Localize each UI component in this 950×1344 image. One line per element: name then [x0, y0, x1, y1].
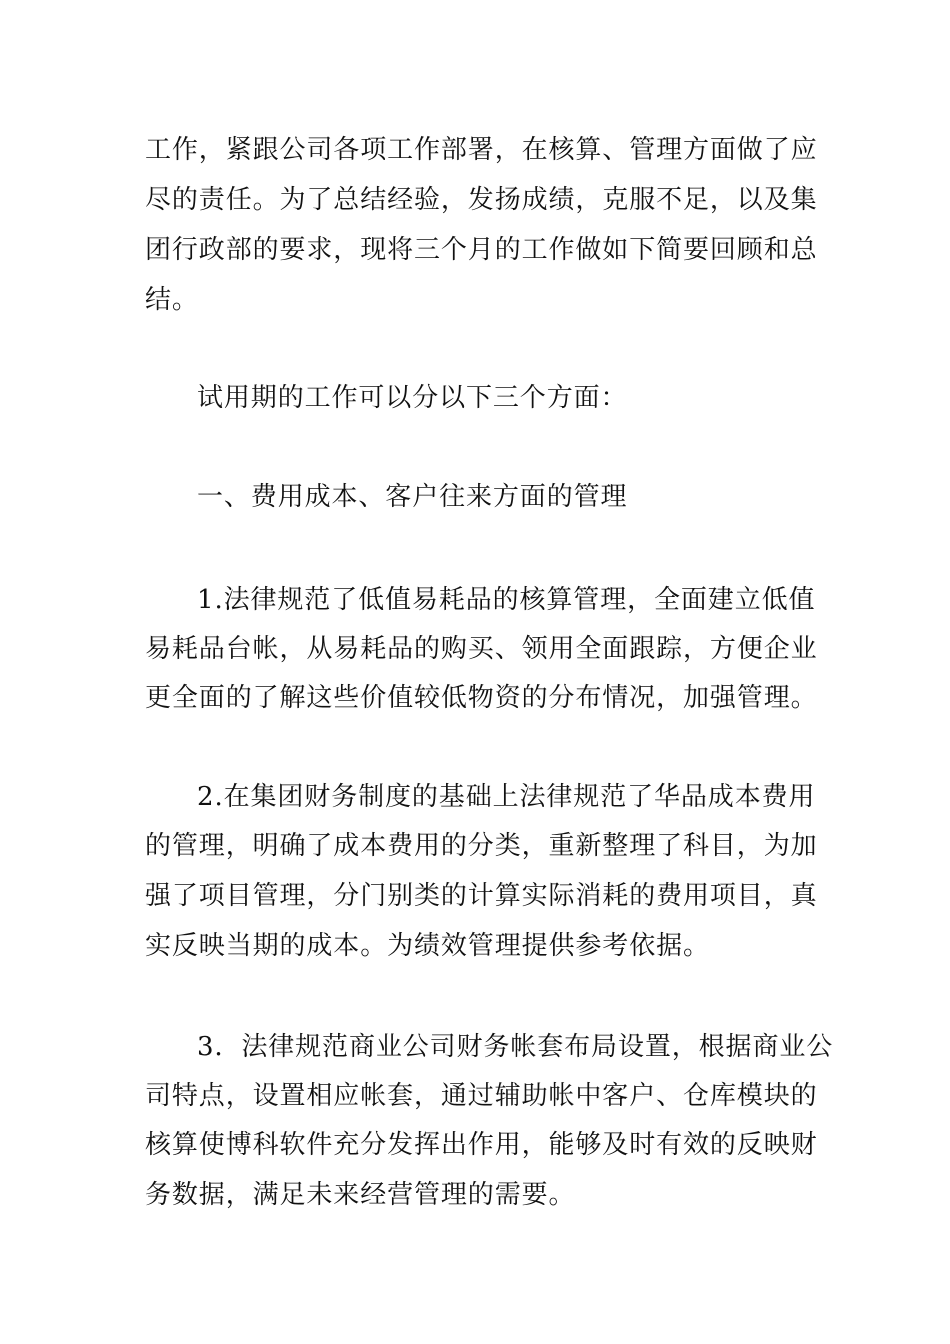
- paragraph-5-line-4: 实反映当期的成本。为绩效管理提供参考依据。: [145, 931, 710, 961]
- paragraph-5-line-1: 2.在集团财务制度的基础上法律规范了华品成本费用: [197, 782, 816, 812]
- paragraph-5-line-2: 的管理，明确了成本费用的分类，重新整理了科目，为加: [145, 831, 818, 861]
- section-heading: 一、费用成本、客户往来方面的管理: [197, 482, 628, 512]
- paragraph-4-line-1: 1.法律规范了低值易耗品的核算管理，全面建立低值: [197, 585, 816, 615]
- paragraph-5-line-3: 强了项目管理，分门别类的计算实际消耗的费用项目，真: [145, 881, 818, 911]
- paragraph-6-line-3: 核算使博科软件充分发挥出作用，能够及时有效的反映财: [145, 1130, 818, 1160]
- paragraph-1-line-4: 结。: [145, 285, 199, 315]
- paragraph-6-line-4: 务数据，满足未来经营管理的需要。: [145, 1180, 576, 1210]
- paragraph-4-line-3: 更全面的了解这些价值较低物资的分布情况，加强管理。: [145, 683, 818, 713]
- paragraph-1-line-3: 团行政部的要求，现将三个月的工作做如下简要回顾和总: [145, 235, 818, 265]
- paragraph-6-line-1: 3．法律规范商业公司财务帐套布局设置，根据商业公: [197, 1032, 834, 1062]
- paragraph-4-line-2: 易耗品台帐，从易耗品的购买、领用全面跟踪，方便企业: [145, 634, 818, 664]
- paragraph-2-line-1: 试用期的工作可以分以下三个方面：: [197, 383, 628, 413]
- paragraph-6-line-2: 司特点，设置相应帐套，通过辅助帐中客户、仓库模块的: [145, 1081, 818, 1111]
- paragraph-1-line-2: 尽的责任。为了总结经验，发扬成绩，克服不足，以及集: [145, 185, 818, 215]
- paragraph-1-line-1: 工作，紧跟公司各项工作部署，在核算、管理方面做了应: [145, 135, 818, 165]
